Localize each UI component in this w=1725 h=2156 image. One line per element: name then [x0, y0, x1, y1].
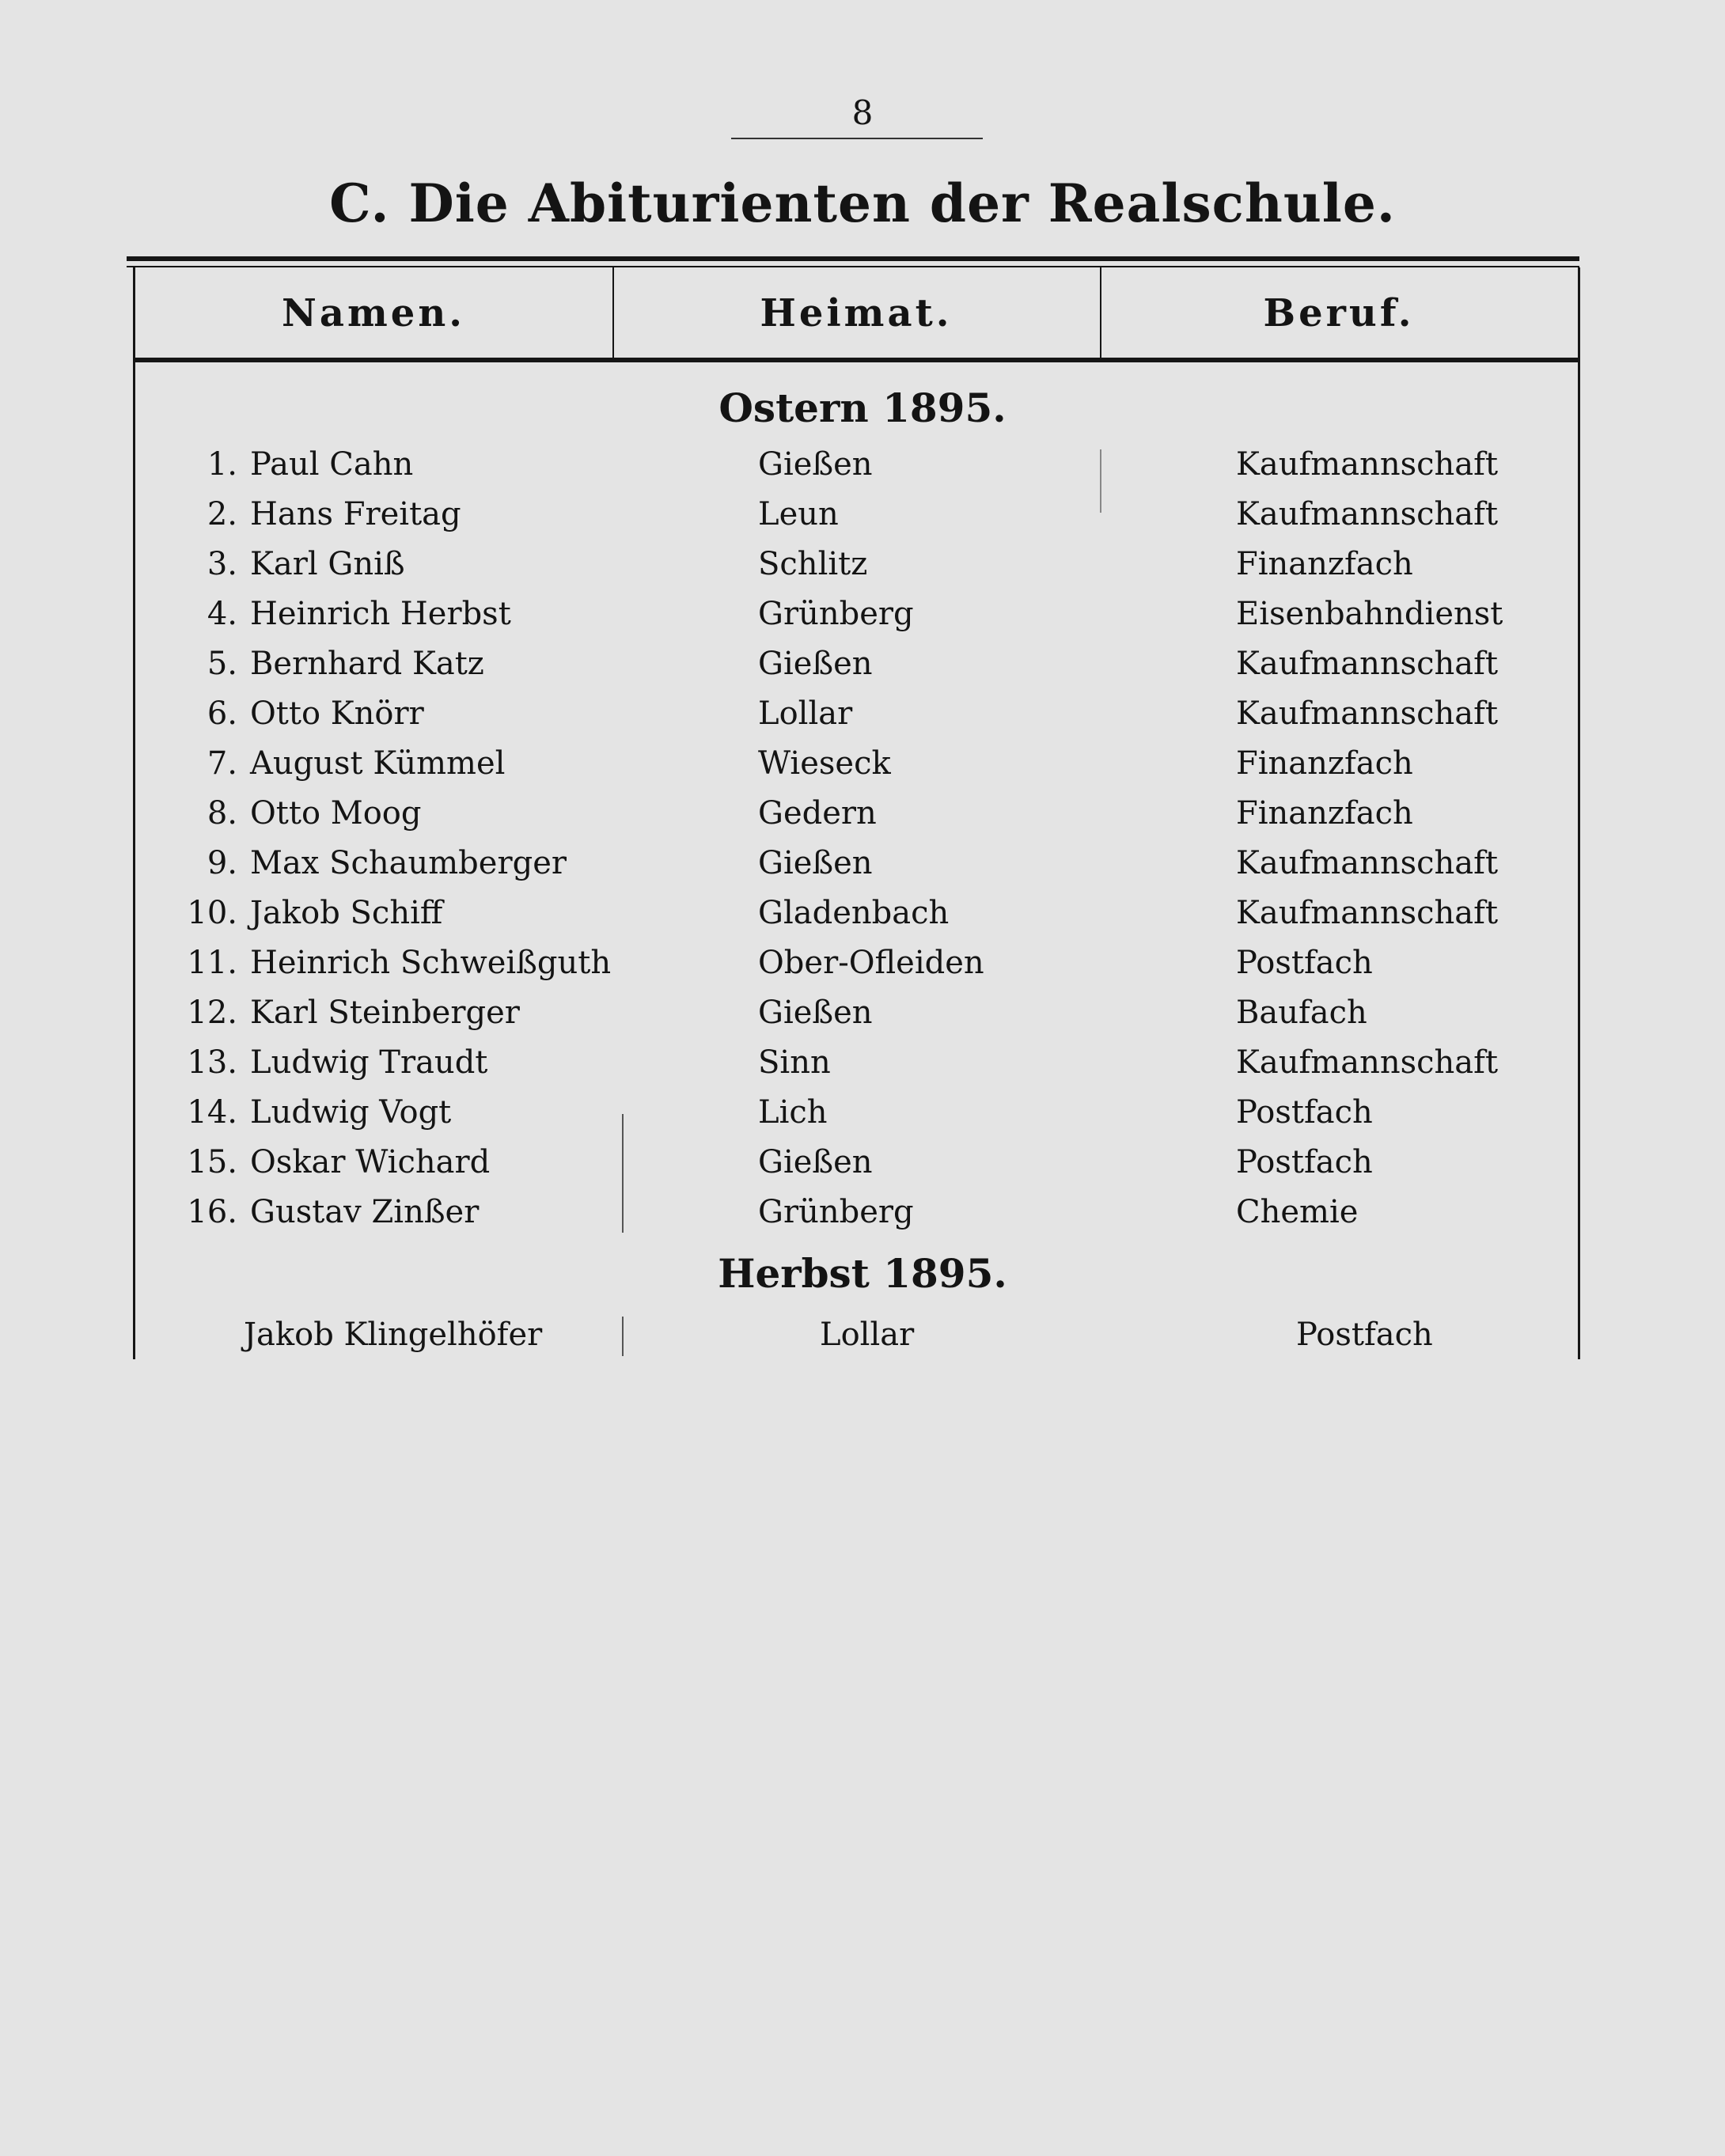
table-row — [0, 895, 1725, 944]
student-name: Heinrich Schweißguth — [250, 945, 612, 981]
student-home: Gießen — [758, 1144, 873, 1180]
student-name: Bernhard Katz — [250, 646, 484, 682]
student-job: Kaufmannschaft — [1236, 695, 1499, 732]
table-top-rule-thin — [127, 266, 1579, 267]
page-title: C. Die Abiturienten der Realschule. — [329, 172, 1396, 234]
student-name: Otto Knörr — [250, 695, 424, 732]
student-home: Gießen — [758, 646, 873, 682]
student-index: 12. — [187, 995, 237, 1031]
student-job: Finanzfach — [1236, 745, 1413, 782]
student-job: Kaufmannschaft — [1236, 446, 1499, 483]
student-home: Grünberg — [758, 1194, 914, 1230]
student-job: Postfach — [1236, 1144, 1373, 1180]
student-index: 6. — [207, 695, 237, 732]
student-index: 2. — [207, 496, 237, 532]
table-row — [0, 646, 1725, 695]
student-index: 1. — [207, 446, 237, 483]
student-index: 15. — [187, 1144, 237, 1180]
student-index: 13. — [187, 1044, 237, 1081]
student-home: Gießen — [758, 446, 873, 483]
student-job: Kaufmannschaft — [1236, 1044, 1499, 1081]
student-name: Max Schaumberger — [250, 845, 567, 881]
student-job: Eisenbahndienst — [1236, 596, 1503, 632]
student-index: 5. — [207, 646, 237, 682]
student-job: Kaufmannschaft — [1236, 845, 1499, 881]
student-job: Postfach — [1236, 945, 1373, 981]
header-job: Beruf. — [1263, 291, 1415, 335]
student-index: 11. — [187, 945, 237, 981]
student-home: Gießen — [758, 845, 873, 881]
student-job: Postfach — [1236, 1094, 1373, 1131]
student-index: 7. — [207, 745, 237, 782]
student-home: Lollar — [820, 1317, 915, 1353]
student-job: Chemie — [1236, 1194, 1359, 1230]
header-home: Heimat. — [760, 291, 953, 335]
table-row — [0, 1044, 1725, 1093]
header-name: Namen. — [282, 291, 465, 335]
student-job: Postfach — [1296, 1317, 1433, 1353]
student-name: Gustav Zinßer — [250, 1194, 480, 1230]
table-row — [0, 795, 1725, 844]
student-home: Ober-Ofleiden — [758, 945, 984, 981]
table-row — [0, 1144, 1725, 1193]
table-row — [0, 745, 1725, 794]
page-number-rule — [731, 138, 983, 139]
table-top-rule — [127, 256, 1579, 261]
student-job: Kaufmannschaft — [1236, 646, 1499, 682]
student-name: August Kümmel — [250, 745, 506, 782]
student-index: 14. — [187, 1094, 237, 1131]
table-row — [0, 1194, 1725, 1243]
student-name: Paul Cahn — [250, 446, 414, 483]
student-name: Karl Gniß — [250, 546, 405, 582]
table-row — [0, 446, 1725, 495]
table-row — [0, 496, 1725, 545]
table-row — [0, 945, 1725, 994]
student-name: Ludwig Vogt — [250, 1094, 452, 1131]
page-number: 8 — [851, 93, 874, 132]
student-home: Sinn — [758, 1044, 831, 1081]
student-home: Grünberg — [758, 596, 914, 632]
student-job: Finanzfach — [1236, 795, 1413, 832]
student-name: Ludwig Traudt — [250, 1044, 488, 1081]
student-name: Jakob Klingelhöfer — [244, 1317, 543, 1353]
table-row — [0, 845, 1725, 894]
student-home: Schlitz — [758, 546, 868, 582]
student-home: Gladenbach — [758, 895, 950, 931]
student-index: 3. — [207, 546, 237, 582]
student-job: Kaufmannschaft — [1236, 496, 1499, 532]
student-home: Wieseck — [758, 745, 891, 782]
student-index: 8. — [207, 795, 237, 832]
student-job: Kaufmannschaft — [1236, 895, 1499, 931]
student-name: Oskar Wichard — [250, 1144, 491, 1180]
student-job: Baufach — [1236, 995, 1367, 1031]
student-home: Lich — [758, 1094, 828, 1131]
student-name: Otto Moog — [250, 795, 422, 832]
student-name: Karl Steinberger — [250, 995, 520, 1031]
header-bottom-rule — [133, 358, 1578, 362]
table-row — [0, 695, 1725, 745]
section-heading-autumn: Herbst 1895. — [718, 1250, 1007, 1297]
table-row — [0, 1094, 1725, 1143]
student-index: 4. — [207, 596, 237, 632]
table-row-autumn — [0, 1317, 1725, 1366]
table-row — [0, 995, 1725, 1044]
student-home: Lollar — [758, 695, 853, 732]
student-index: 9. — [207, 845, 237, 881]
student-index: 10. — [187, 895, 237, 931]
section-heading-spring: Ostern 1895. — [718, 385, 1007, 431]
table-row — [0, 596, 1725, 645]
student-name: Jakob Schiff — [250, 895, 443, 931]
student-index: 16. — [187, 1194, 237, 1230]
student-name: Hans Freitag — [250, 496, 461, 532]
student-name: Heinrich Herbst — [250, 596, 511, 632]
student-job: Finanzfach — [1236, 546, 1413, 582]
student-home: Gießen — [758, 995, 873, 1031]
table-row — [0, 546, 1725, 595]
student-home: Gedern — [758, 795, 877, 832]
student-home: Leun — [758, 496, 839, 532]
